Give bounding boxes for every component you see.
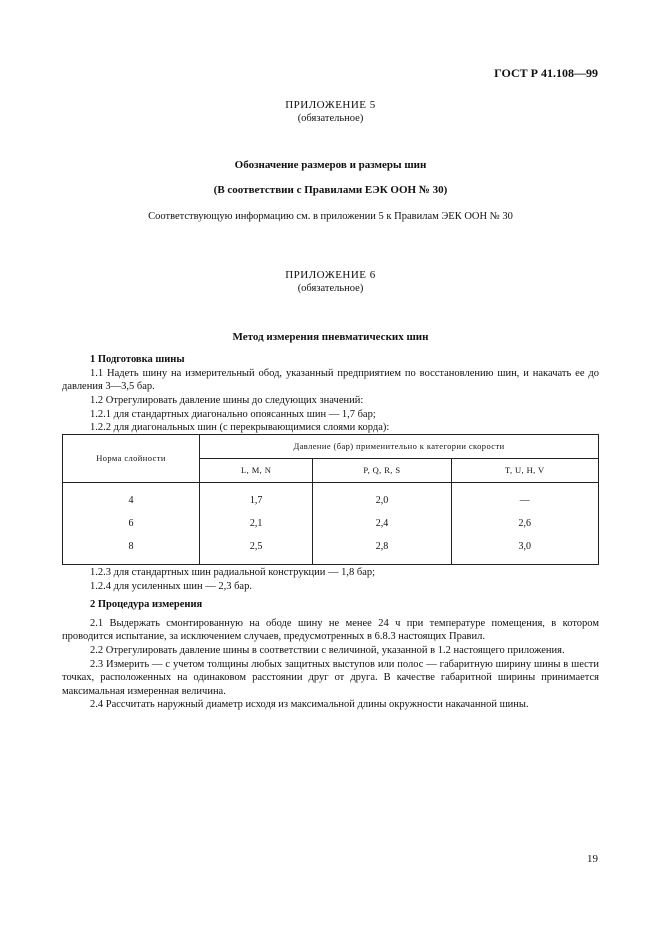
section-2 xyxy=(62,598,599,712)
appendix-5-text: Соответствующую информацию см. в приложении 5 к Правилам ЭЕК ООН № 30 xyxy=(148,211,513,222)
appendix-6-heading: Метод измерения пневматических шин xyxy=(232,331,429,343)
header-pressure-group: Давление (бар) применительно к категории скорости xyxy=(200,435,599,459)
paragraph-1-1: 1.1 Надеть шину на измерительный обод, указанный предприятием по восстановлению шин, и накачать ее до давления 3—3,5 бар. xyxy=(62,367,599,393)
header-speed-cat-3: T, U, H, V xyxy=(451,459,598,483)
section-1 xyxy=(62,353,599,435)
paragraph-1-2-1: 1.2.1 для стандартных диагонально опоясанных шин — 1,7 бар; xyxy=(90,408,376,420)
page-number: 19 xyxy=(587,853,598,865)
paragraph-2-1: 2.1 Выдержать смонтированную на ободе шину не менее 24 ч при температуре помещения, в котором проводится испытание, за исключением случаев, предусмотренных в 6.8.3 настоящих Правил. xyxy=(62,617,599,643)
paragraph-1-2: 1.2 Отрегулировать давление шины до следующих значений: xyxy=(90,394,364,406)
cell-value: 2,6 xyxy=(451,512,598,535)
header-speed-cat-2: P, Q, R, S xyxy=(313,459,451,483)
section-2-title: 2 Процедура измерения xyxy=(90,599,203,610)
header-ply-rating: Норма слойности xyxy=(63,435,200,483)
table-row xyxy=(63,535,599,565)
section-1-title: 1 Подготовка шины xyxy=(90,354,185,365)
paragraph-2-3: 2.3 Измерить — с учетом толщины любых защитных выступов или полос — габаритную ширину шины в шести точках, расположенных на одинаковом расстоянии друг от друга. В качестве габаритной ширины принимается максимальная измеренная величина. xyxy=(62,658,599,697)
paragraph-1-2-3: 1.2.3 для стандартных шин радиальной конструкции — 1,8 бар; xyxy=(90,567,376,578)
appendix-6-title: ПРИЛОЖЕНИЕ 6 xyxy=(285,269,376,281)
cell-value: 2,0 xyxy=(313,483,451,513)
document-code: ГОСТ Р 41.108—99 xyxy=(494,66,598,80)
cell-value: 2,1 xyxy=(200,512,313,535)
cell-ply: 4 xyxy=(63,483,200,513)
appendix-6-label xyxy=(0,268,661,296)
cell-value: — xyxy=(451,483,598,513)
appendix-5-subtitle: (обязательное) xyxy=(297,113,364,125)
appendix-5-title: ПРИЛОЖЕНИЕ 5 xyxy=(285,99,376,111)
cell-ply: 6 xyxy=(63,512,200,535)
appendix-6-subtitle: (обязательное) xyxy=(297,283,364,295)
table-row xyxy=(63,512,599,535)
header-speed-cat-1: L, M, N xyxy=(200,459,313,483)
appendix-5-heading: Обозначение размеров и размеры шин xyxy=(234,159,427,171)
paragraph-2-4: 2.4 Рассчитать наружный диаметр исходя из максимальной длины окружности накачанной шины. xyxy=(90,699,529,711)
cell-value: 3,0 xyxy=(451,535,598,565)
after-table-block xyxy=(62,566,599,593)
table-row xyxy=(63,483,599,513)
cell-ply: 8 xyxy=(63,535,200,565)
appendix-5-label xyxy=(0,98,661,126)
paragraph-2-2: 2.2 Отрегулировать давление шины в соответствии с величиной, указанной в 1.2 настоящего приложения. xyxy=(90,644,565,656)
cell-value: 2,4 xyxy=(313,512,451,535)
pressure-table xyxy=(62,434,599,565)
cell-value: 2,8 xyxy=(313,535,451,565)
paragraph-1-2-4: 1.2.4 для усиленных шин — 2,3 бар. xyxy=(90,580,252,592)
appendix-5-heading-sub: (В соответствии с Правилами ЕЭК ООН № 30) xyxy=(213,184,448,196)
cell-value: 2,5 xyxy=(200,535,313,565)
paragraph-1-2-2: 1.2.2 для диагональных шин (с перекрывающимися слоями корда): xyxy=(90,422,390,434)
cell-value: 1,7 xyxy=(200,483,313,513)
